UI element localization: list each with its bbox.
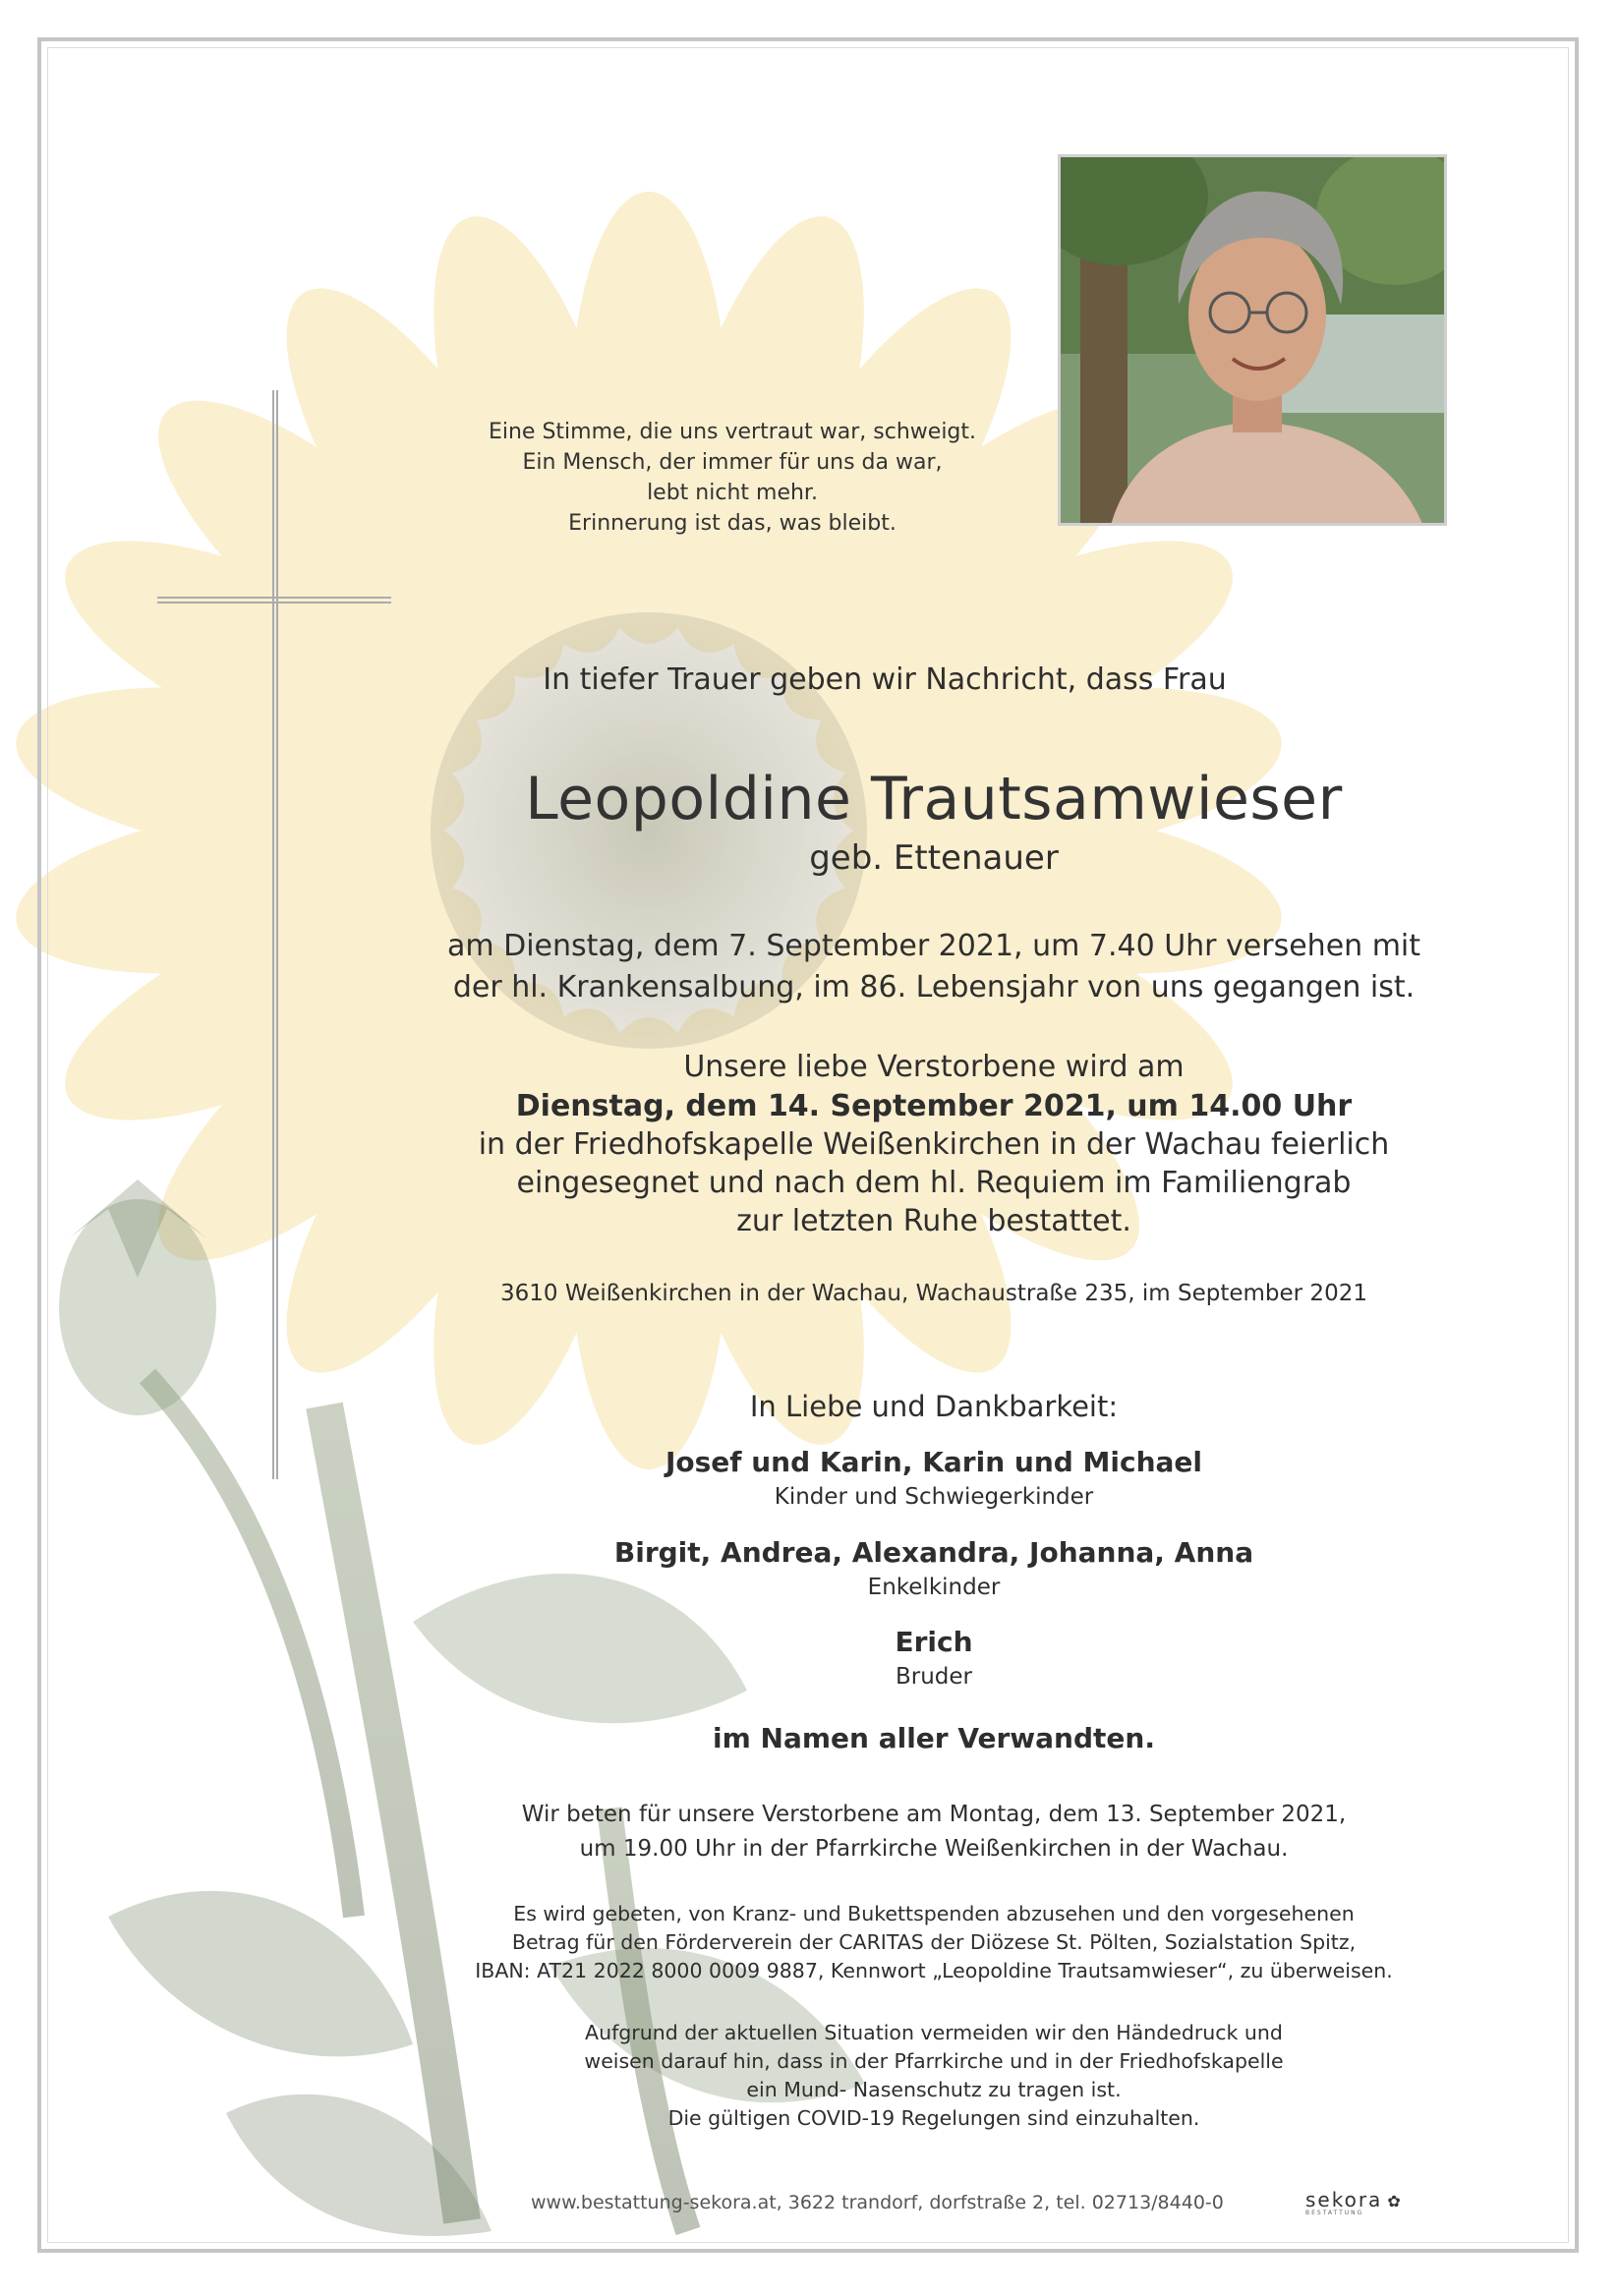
mourner-relation: Bruder <box>895 1664 973 1690</box>
mourner-relation: Kinder und Schwiegerkinder <box>774 1484 1094 1510</box>
leaf-icon: ✿ <box>1387 2192 1401 2210</box>
logo-subtitle: BESTATTUNG <box>1305 2210 1364 2216</box>
covid-line: Aufgrund der aktuellen Situation vermeiden wir den Händedruck und <box>585 2021 1283 2044</box>
covid-line: Die gültigen COVID-19 Regelungen sind einzuhalten. <box>667 2106 1200 2130</box>
mourner-names: Josef und Karin, Karin und Michael <box>665 1446 1203 1478</box>
prayer-line: um 19.00 Uhr in der Pfarrkirche Weißenkirchen in der Wachau. <box>579 1836 1289 1862</box>
death-notice-line: am Dienstag, dem 7. September 2021, um 7.40 Uhr versehen mit <box>446 929 1421 963</box>
covid-line: weisen darauf hin, dass in der Pfarrkirche und in der Friedhofskapelle <box>584 2049 1284 2073</box>
cross-symbol-horizontal <box>157 597 391 603</box>
funeral-line: Unsere liebe Verstorbene wird am <box>683 1050 1185 1084</box>
relatives-line: im Namen aller Verwandten. <box>713 1722 1155 1754</box>
sekora-logo <box>1305 2188 1401 2216</box>
mourner-relation: Enkelkinder <box>867 1575 1001 1600</box>
donation-line: Betrag für den Förderverein der CARITAS der Diözese St. Pölten, Sozialstation Spitz, <box>511 1930 1357 1954</box>
footer-contact: www.bestattung-sekora.at, 3622 trandorf, dorfstraße 2, tel. 02713/8440-0 <box>531 2192 1224 2213</box>
logo-text: sekora <box>1305 2188 1383 2211</box>
portrait-photo <box>1058 154 1447 526</box>
donation-line: IBAN: AT21 2022 8000 0009 9887, Kennwort „Leopoldine Trautsamwieser“, zu überweisen. <box>475 1959 1393 1982</box>
love-line: In Liebe und Dankbarkeit: <box>749 1390 1119 1423</box>
deceased-name: Leopoldine Trautsamwieser <box>525 765 1343 833</box>
death-notice-line: der hl. Krankensalbung, im 86. Lebensjahr von uns gegangen ist. <box>452 970 1416 1004</box>
funeral-line: eingesegnet und nach dem hl. Requiem im Familiengrab <box>516 1166 1352 1200</box>
intro-text: In tiefer Trauer geben wir Nachricht, dass Frau <box>543 662 1227 697</box>
poem-line: Eine Stimme, die uns vertraut war, schweigt. <box>488 420 977 444</box>
covid-line: ein Mund- Nasenschutz zu tragen ist. <box>746 2078 1122 2101</box>
cross-symbol-vertical <box>272 390 278 1479</box>
prayer-line: Wir beten für unsere Verstorbene am Montag, dem 13. September 2021, <box>521 1802 1347 1827</box>
poem <box>437 417 1027 539</box>
poem-line: Erinnerung ist das, was bleibt. <box>568 511 897 536</box>
address-line: 3610 Weißenkirchen in der Wachau, Wachaustraße 235, im September 2021 <box>500 1281 1367 1306</box>
donation-line: Es wird gebeten, von Kranz- und Bukettspenden abzusehen und den vorgesehenen <box>513 1902 1355 1925</box>
birth-name: geb. Ettenauer <box>809 838 1059 878</box>
poem-line: Ein Mensch, der immer für uns da war, <box>522 450 943 475</box>
funeral-date: Dienstag, dem 14. September 2021, um 14.00 Uhr <box>515 1089 1353 1123</box>
funeral-line: zur letzten Ruhe bestattet. <box>736 1204 1131 1238</box>
poem-line: lebt nicht mehr. <box>647 481 818 505</box>
funeral-line: in der Friedhofskapelle Weißenkirchen in der Wachau feierlich <box>478 1127 1390 1162</box>
mourner-names: Birgit, Andrea, Alexandra, Johanna, Anna <box>613 1536 1254 1569</box>
mourner-names: Erich <box>895 1626 973 1658</box>
